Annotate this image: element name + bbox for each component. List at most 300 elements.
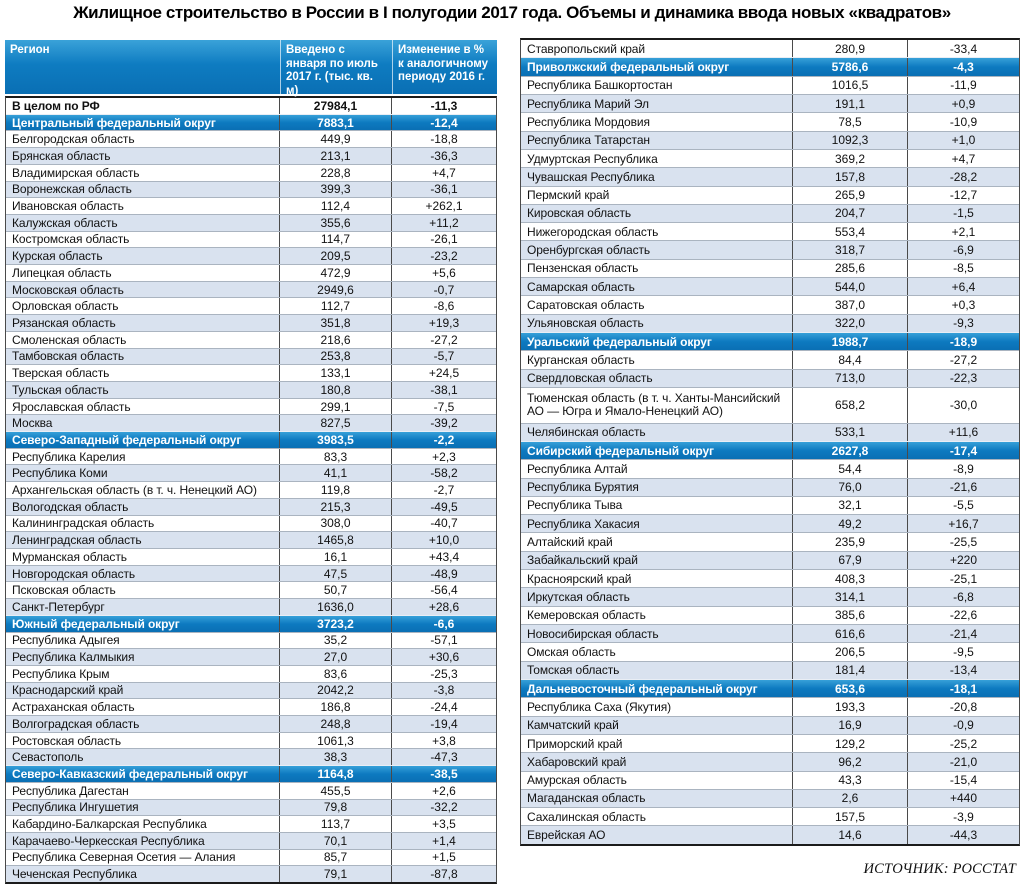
change-cell: -36,3	[391, 148, 496, 164]
district-row	[521, 679, 1019, 697]
value-cell: 827,5	[279, 415, 391, 431]
value-cell: 27984,1	[279, 98, 391, 114]
region-name-cell: Тверская область	[12, 366, 110, 381]
region-name-cell: Тульская область	[12, 382, 109, 397]
value-cell: 351,8	[279, 315, 391, 331]
region-name-cell: Архангельская область (в т. ч. Ненецкий АО)	[12, 483, 257, 498]
change-cell: -22,6	[907, 607, 1019, 624]
district-row	[521, 441, 1019, 459]
change-cell: +1,5	[391, 850, 496, 866]
region-name-cell: Северо-Западный федеральный округ	[12, 432, 242, 447]
region-name-cell: Центральный федеральный округ	[12, 115, 216, 130]
region-name-cell: Республика Тыва	[527, 498, 623, 513]
region-row	[6, 297, 496, 314]
region-name-cell: Камчатский край	[527, 718, 619, 733]
region-name-cell: Калужская область	[12, 215, 118, 230]
region-row	[521, 514, 1019, 532]
value-cell: 544,0	[792, 278, 907, 295]
region-row	[6, 247, 496, 264]
district-row	[521, 332, 1019, 350]
value-cell: 248,8	[279, 716, 391, 732]
change-cell: -27,2	[907, 351, 1019, 368]
region-name-cell: Приволжский федеральный округ	[527, 59, 730, 74]
value-cell: 209,5	[279, 248, 391, 264]
region-row	[6, 231, 496, 248]
change-cell: +11,6	[907, 424, 1019, 441]
region-name-cell: В целом по РФ	[12, 98, 100, 113]
region-name-cell: Красноярский край	[527, 571, 632, 586]
value-cell: 215,3	[279, 499, 391, 515]
region-name-cell: Республика Алтай	[527, 461, 628, 476]
value-cell: 314,1	[792, 588, 907, 605]
region-name-cell: Астраханская область	[12, 700, 135, 715]
value-cell: 157,8	[792, 168, 907, 185]
region-name-cell: Сибирский федеральный округ	[527, 443, 714, 458]
region-row	[6, 632, 496, 649]
value-cell: 47,5	[279, 566, 391, 582]
change-cell: -0,7	[391, 282, 496, 298]
value-cell: 1016,5	[792, 77, 907, 94]
district-row	[521, 57, 1019, 75]
value-cell: 369,2	[792, 150, 907, 167]
region-name-cell: Тюменская область (в т. ч. Ханты-Мансийский АО — Югра и Ямало-Ненецкий АО)	[527, 390, 781, 419]
change-cell: -19,4	[391, 716, 496, 732]
change-cell: +0,3	[907, 296, 1019, 313]
value-cell: 308,0	[279, 516, 391, 532]
value-cell: 83,6	[279, 666, 391, 682]
col-header-value: Введено с января по июль 2017 г. (тыс. кв. м)	[280, 40, 392, 94]
change-cell: -25,3	[391, 666, 496, 682]
value-cell: 399,3	[279, 182, 391, 198]
value-cell: 265,9	[792, 187, 907, 204]
change-cell: +4,7	[907, 150, 1019, 167]
value-cell: 79,8	[279, 800, 391, 816]
change-cell: -21,0	[907, 753, 1019, 770]
region-name-cell: Омская область	[527, 644, 616, 659]
region-name-cell: Тамбовская область	[12, 349, 125, 364]
change-cell: -49,5	[391, 499, 496, 515]
change-cell: -21,6	[907, 479, 1019, 496]
change-cell: +2,1	[907, 223, 1019, 240]
value-cell: 32,1	[792, 497, 907, 514]
region-row	[6, 264, 496, 281]
region-row	[521, 496, 1019, 514]
region-row	[521, 716, 1019, 734]
change-cell: -56,4	[391, 582, 496, 598]
region-row	[6, 531, 496, 548]
change-cell: -5,7	[391, 349, 496, 365]
change-cell: -25,5	[907, 533, 1019, 550]
region-row	[521, 825, 1019, 843]
total-row	[6, 98, 496, 114]
region-name-cell: Республика Адыгея	[12, 633, 120, 648]
region-name-cell: Удмуртская Республика	[527, 151, 658, 166]
region-name-cell: Нижегородская область	[527, 224, 659, 239]
region-row	[6, 548, 496, 565]
value-cell: 280,9	[792, 40, 907, 57]
district-row	[6, 431, 496, 448]
region-row	[521, 423, 1019, 441]
region-row	[521, 240, 1019, 258]
region-row	[521, 752, 1019, 770]
region-name-cell: Санкт-Петербург	[12, 599, 105, 614]
col-header-change: Изменение в % к аналогичному периоду 2016 г.	[392, 40, 497, 94]
change-cell: -5,5	[907, 497, 1019, 514]
region-row	[6, 849, 496, 866]
region-row	[521, 350, 1019, 368]
change-cell: +19,3	[391, 315, 496, 331]
region-row	[6, 364, 496, 381]
change-cell: +3,5	[391, 816, 496, 832]
region-name-cell: Алтайский край	[527, 535, 613, 550]
change-cell: -11,9	[907, 77, 1019, 94]
region-name-cell: Липецкая область	[12, 265, 112, 280]
value-cell: 157,5	[792, 808, 907, 825]
change-cell: +10,0	[391, 532, 496, 548]
value-cell: 84,4	[792, 351, 907, 368]
value-cell: 114,7	[279, 232, 391, 248]
value-cell: 2627,8	[792, 442, 907, 459]
region-row	[521, 277, 1019, 295]
value-cell: 653,6	[792, 680, 907, 697]
value-cell: 181,4	[792, 662, 907, 679]
value-cell: 70,1	[279, 833, 391, 849]
value-cell: 355,6	[279, 215, 391, 231]
region-row	[521, 569, 1019, 587]
value-cell: 1092,3	[792, 132, 907, 149]
value-cell: 50,7	[279, 582, 391, 598]
region-name-cell: Псковская область	[12, 583, 116, 598]
region-name-cell: Ставропольский край	[527, 41, 645, 56]
value-cell: 5786,6	[792, 58, 907, 75]
region-name-cell: Амурская область	[527, 773, 627, 788]
region-row	[521, 624, 1019, 642]
change-cell: -8,6	[391, 298, 496, 314]
region-row	[6, 515, 496, 532]
region-name-cell: Карачаево-Черкесская Республика	[12, 833, 205, 848]
region-row	[6, 648, 496, 665]
change-cell: -39,2	[391, 415, 496, 431]
region-name-cell: Московская область	[12, 282, 124, 297]
value-cell: 112,4	[279, 198, 391, 214]
change-cell: +440	[907, 790, 1019, 807]
region-name-cell: Южный федеральный округ	[12, 616, 180, 631]
value-cell: 1465,8	[279, 532, 391, 548]
change-cell: +2,6	[391, 783, 496, 799]
region-row	[6, 832, 496, 849]
region-name-cell: Республика Башкортостан	[527, 78, 673, 93]
value-cell: 1164,8	[279, 766, 391, 782]
change-cell: +28,6	[391, 599, 496, 615]
change-cell: -58,2	[391, 465, 496, 481]
change-cell: -11,3	[391, 98, 496, 114]
change-cell: -47,3	[391, 749, 496, 765]
value-cell: 616,6	[792, 625, 907, 642]
region-name-cell: Краснодарский край	[12, 683, 124, 698]
region-name-cell: Республика Мордовия	[527, 114, 650, 129]
region-row	[521, 697, 1019, 715]
col-header-region: Регион	[10, 44, 50, 56]
change-cell: -9,3	[907, 315, 1019, 332]
change-cell: +24,5	[391, 365, 496, 381]
change-cell: -26,1	[391, 232, 496, 248]
change-cell: +43,4	[391, 549, 496, 565]
value-cell: 387,0	[792, 296, 907, 313]
value-cell: 16,9	[792, 717, 907, 734]
value-cell: 27,0	[279, 649, 391, 665]
region-name-cell: Республика Дагестан	[12, 783, 129, 798]
region-row	[521, 222, 1019, 240]
page-title: Жилищное строительство в России в I полугодии 2017 года. Объемы и динамика ввода новых «квадратов»	[73, 3, 951, 22]
region-name-cell: Кемеровская область	[527, 608, 646, 623]
value-cell: 96,2	[792, 753, 907, 770]
value-cell: 1988,7	[792, 333, 907, 350]
change-cell: +4,7	[391, 165, 496, 181]
right-table-body	[520, 38, 1020, 846]
value-cell: 112,7	[279, 298, 391, 314]
region-name-cell: Саратовская область	[527, 298, 645, 313]
change-cell: +1,0	[907, 132, 1019, 149]
region-name-cell: Вологодская область	[12, 499, 129, 514]
change-cell: +6,4	[907, 278, 1019, 295]
value-cell: 472,9	[279, 265, 391, 281]
region-row	[521, 771, 1019, 789]
change-cell: -23,2	[391, 248, 496, 264]
region-name-cell: Рязанская область	[12, 315, 116, 330]
region-name-cell: Кировская область	[527, 206, 632, 221]
change-cell: +262,1	[391, 198, 496, 214]
change-cell: -30,0	[907, 388, 1019, 423]
region-name-cell: Курская область	[12, 249, 103, 264]
region-name-cell: Уральский федеральный округ	[527, 334, 712, 349]
value-cell: 3983,5	[279, 432, 391, 448]
region-name-cell: Кабардино-Балкарская Республика	[12, 817, 207, 832]
region-row	[521, 76, 1019, 94]
change-cell: -38,5	[391, 766, 496, 782]
change-cell: -0,9	[907, 717, 1019, 734]
value-cell: 83,3	[279, 449, 391, 465]
left-table	[5, 40, 497, 884]
region-row	[521, 478, 1019, 496]
value-cell: 218,6	[279, 332, 391, 348]
region-name-cell: Москва	[12, 416, 53, 431]
region-name-cell: Владимирская область	[12, 165, 140, 180]
value-cell: 1636,0	[279, 599, 391, 615]
region-row	[521, 587, 1019, 605]
value-cell: 129,2	[792, 735, 907, 752]
region-row	[521, 314, 1019, 332]
region-name-cell: Орловская область	[12, 299, 119, 314]
region-name-cell: Пермский край	[527, 188, 610, 203]
value-cell: 299,1	[279, 399, 391, 415]
region-name-cell: Магаданская область	[527, 791, 646, 806]
value-cell: 553,4	[792, 223, 907, 240]
value-cell: 533,1	[792, 424, 907, 441]
region-row	[6, 181, 496, 198]
change-cell: +0,9	[907, 95, 1019, 112]
value-cell: 2042,2	[279, 683, 391, 699]
region-name-cell: Хабаровский край	[527, 754, 627, 769]
change-cell: -57,1	[391, 633, 496, 649]
change-cell: -15,4	[907, 772, 1019, 789]
region-row	[521, 551, 1019, 569]
region-name-cell: Республика Калмыкия	[12, 650, 135, 665]
change-cell: +3,8	[391, 733, 496, 749]
region-name-cell: Республика Карелия	[12, 449, 126, 464]
region-name-cell: Республика Крым	[12, 666, 110, 681]
region-row	[6, 799, 496, 816]
region-row	[6, 281, 496, 298]
change-cell: -18,8	[391, 131, 496, 147]
value-cell: 85,7	[279, 850, 391, 866]
district-row	[6, 615, 496, 632]
change-cell: -17,4	[907, 442, 1019, 459]
region-row	[6, 665, 496, 682]
region-row	[6, 214, 496, 231]
region-name-cell: Республика Северная Осетия — Алания	[12, 850, 236, 865]
region-row	[6, 698, 496, 715]
region-name-cell: Ростовская область	[12, 733, 122, 748]
change-cell: -4,3	[907, 58, 1019, 75]
change-cell: -21,4	[907, 625, 1019, 642]
region-row	[521, 606, 1019, 624]
region-name-cell: Новгородская область	[12, 566, 136, 581]
region-name-cell: Республика Саха (Якутия)	[527, 699, 672, 714]
value-cell: 318,7	[792, 241, 907, 258]
change-cell: -6,8	[907, 588, 1019, 605]
value-cell: 14,6	[792, 826, 907, 843]
value-cell: 54,4	[792, 460, 907, 477]
region-name-cell: Челябинская область	[527, 425, 646, 440]
region-row	[6, 464, 496, 481]
value-cell: 119,8	[279, 482, 391, 498]
change-cell: +5,6	[391, 265, 496, 281]
left-table-body	[5, 96, 497, 884]
region-row	[6, 682, 496, 699]
region-name-cell: Белгородская область	[12, 132, 135, 147]
value-cell: 253,8	[279, 349, 391, 365]
value-cell: 2,6	[792, 790, 907, 807]
region-row	[521, 149, 1019, 167]
region-name-cell: Свердловская область	[527, 371, 653, 386]
region-name-cell: Мурманская область	[12, 549, 127, 564]
region-row	[6, 815, 496, 832]
value-cell: 180,8	[279, 382, 391, 398]
value-cell: 133,1	[279, 365, 391, 381]
value-cell: 385,6	[792, 607, 907, 624]
change-cell: +1,4	[391, 833, 496, 849]
region-name-cell: Ленинградская область	[12, 533, 142, 548]
value-cell: 213,1	[279, 148, 391, 164]
region-row	[6, 348, 496, 365]
value-cell: 2949,6	[279, 282, 391, 298]
value-cell: 38,3	[279, 749, 391, 765]
change-cell: -25,1	[907, 570, 1019, 587]
change-cell: -3,8	[391, 683, 496, 699]
district-row	[6, 114, 496, 131]
region-row	[521, 295, 1019, 313]
region-name-cell: Забайкальский край	[527, 553, 638, 568]
region-row	[6, 314, 496, 331]
region-name-cell: Новосибирская область	[527, 626, 659, 641]
change-cell: -44,3	[907, 826, 1019, 843]
region-row	[521, 734, 1019, 752]
region-row	[521, 167, 1019, 185]
region-row	[521, 387, 1019, 423]
change-cell: -22,3	[907, 370, 1019, 387]
region-name-cell: Республика Татарстан	[527, 133, 650, 148]
region-row	[521, 807, 1019, 825]
region-row	[6, 565, 496, 582]
value-cell: 76,0	[792, 479, 907, 496]
region-row	[6, 147, 496, 164]
region-name-cell: Самарская область	[527, 279, 635, 294]
value-cell: 186,8	[279, 699, 391, 715]
region-name-cell: Калининградская область	[12, 516, 155, 531]
change-cell: -12,7	[907, 187, 1019, 204]
change-cell: -18,9	[907, 333, 1019, 350]
change-cell: -6,6	[391, 616, 496, 632]
region-name-cell: Чувашская Республика	[527, 169, 655, 184]
change-cell: -13,4	[907, 662, 1019, 679]
left-table-header	[5, 40, 497, 97]
change-cell: -1,5	[907, 205, 1019, 222]
region-name-cell: Иркутская область	[527, 590, 630, 605]
change-cell: -25,2	[907, 735, 1019, 752]
region-row	[6, 581, 496, 598]
region-row	[6, 130, 496, 147]
change-cell: -7,5	[391, 399, 496, 415]
change-cell: -18,1	[907, 680, 1019, 697]
value-cell: 455,5	[279, 783, 391, 799]
value-cell: 41,1	[279, 465, 391, 481]
region-row	[521, 459, 1019, 477]
value-cell: 49,2	[792, 515, 907, 532]
change-cell: +30,6	[391, 649, 496, 665]
value-cell: 449,9	[279, 131, 391, 147]
change-cell: +16,7	[907, 515, 1019, 532]
region-row	[521, 94, 1019, 112]
region-row	[521, 369, 1019, 387]
region-row	[6, 398, 496, 415]
change-cell: -24,4	[391, 699, 496, 715]
value-cell: 3723,2	[279, 616, 391, 632]
value-cell: 1061,3	[279, 733, 391, 749]
change-cell: -9,5	[907, 643, 1019, 660]
value-cell: 7883,1	[279, 115, 391, 131]
region-row	[6, 782, 496, 799]
region-row	[6, 381, 496, 398]
change-cell: +11,2	[391, 215, 496, 231]
region-name-cell: Северо-Кавказский федеральный округ	[12, 766, 248, 781]
change-cell: -8,5	[907, 260, 1019, 277]
region-name-cell: Республика Коми	[12, 466, 108, 481]
region-row	[521, 131, 1019, 149]
change-cell: -48,9	[391, 566, 496, 582]
region-row	[521, 789, 1019, 807]
region-name-cell: Севастополь	[12, 750, 84, 765]
region-row	[521, 259, 1019, 277]
region-name-cell: Курганская область	[527, 352, 635, 367]
region-row	[521, 112, 1019, 130]
value-cell: 658,2	[792, 388, 907, 423]
region-row	[521, 40, 1019, 57]
region-name-cell: Томская область	[527, 663, 620, 678]
region-row	[6, 865, 496, 882]
value-cell: 43,3	[792, 772, 907, 789]
value-cell: 191,1	[792, 95, 907, 112]
region-name-cell: Еврейская АО	[527, 828, 606, 843]
